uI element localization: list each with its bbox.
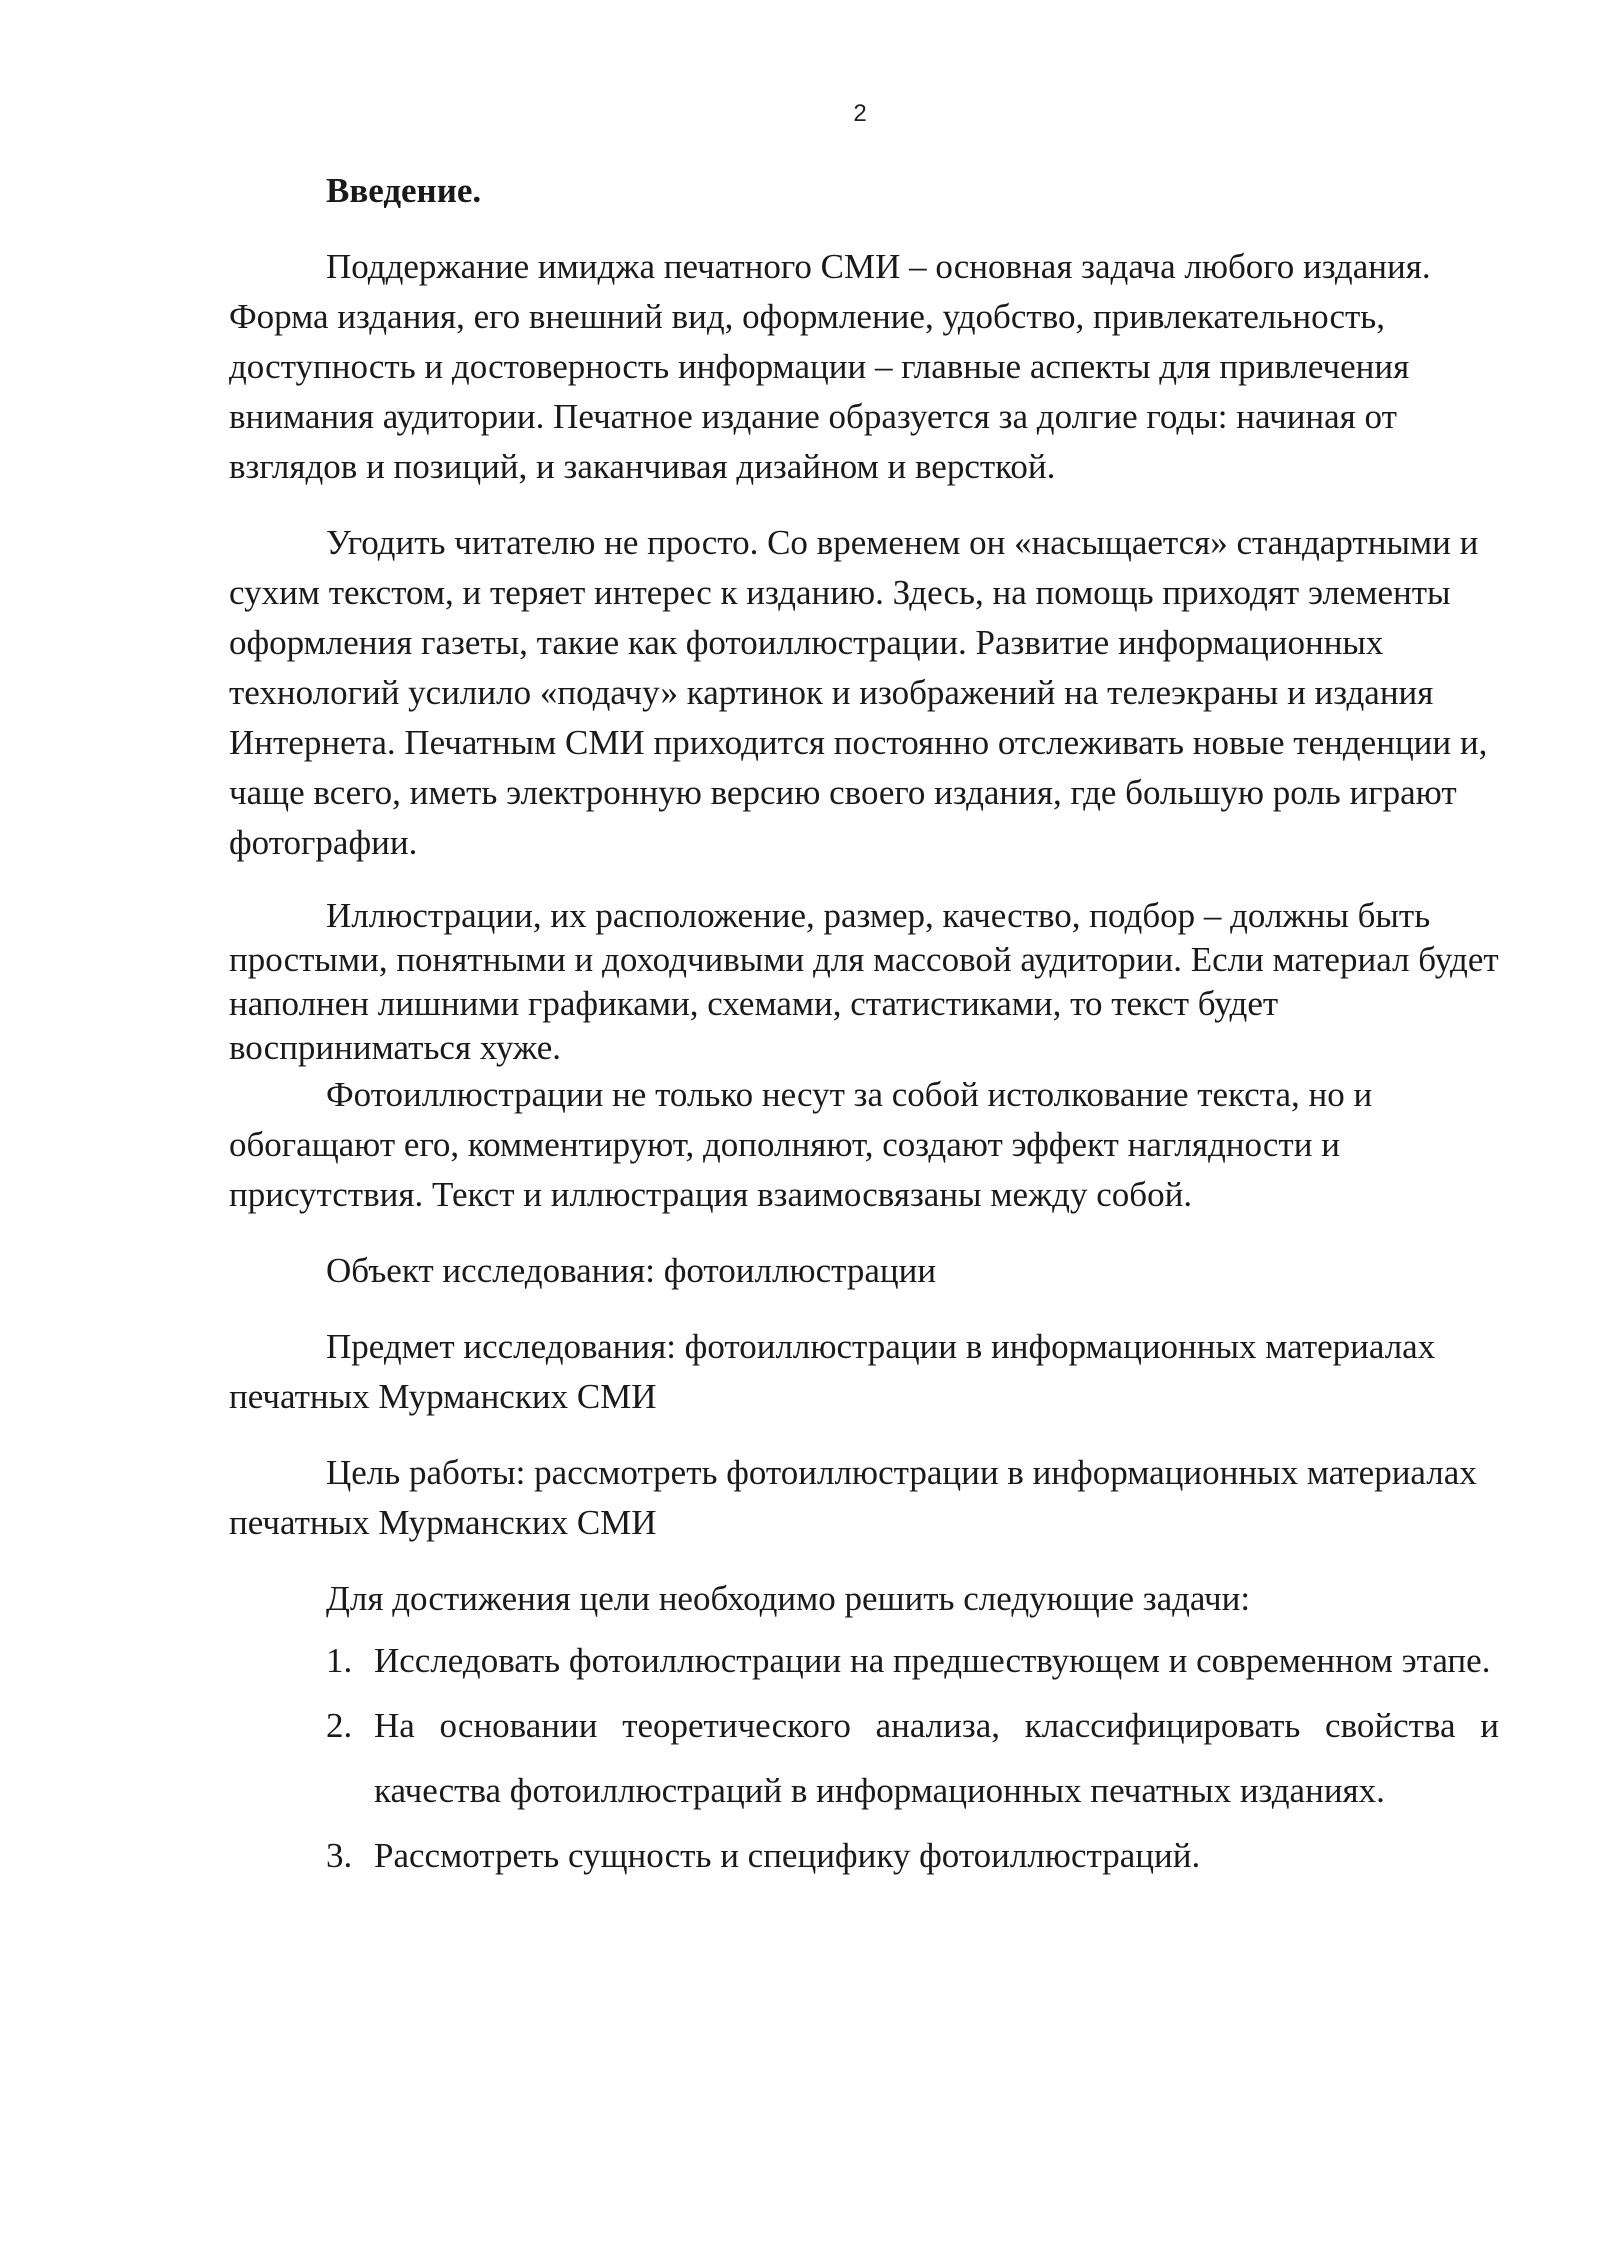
section-heading: Введение.	[326, 171, 482, 210]
paragraph-reader-interest: Угодить читателю не просто. Со временем он «насыщается» стандартными и сухим текстом, и теряет интерес к изданию. Здесь, на помощь приходят элементы оформления газеты, такие как фотоиллюстрации. Развитие информационных технологий усилило «подачу» картинок и изображений на телеэкраны и издания Интернета. Печатным СМИ приходится постоянно отслеживать новые тенденции и, чаще всего, иметь электронную версию своего издания, где большую роль играют фотографии.	[229, 523, 1488, 862]
paragraph-photo-role: Фотоиллюстрации не только несут за собой истолкование текста, но и обогащают его, комментируют, дополняют, создают эффект наглядности и присутствия. Текст и иллюстрация взаимосвязаны между собой.	[229, 1075, 1373, 1214]
tasks-list	[229, 1628, 1499, 1888]
page-number: 2	[853, 100, 867, 127]
paragraph-illustrations: Иллюстрации, их расположение, размер, качество, подбор – должны быть простыми, понятными и доходчивыми для массовой аудитории. Если материал будет наполнен лишними графиками, схемами, статистиками, то текст будет восприниматься хуже.	[229, 896, 1499, 1067]
paragraph-image-support: Поддержание имиджа печатного СМИ – основная задача любого издания. Форма издания, его внешний вид, оформление, удобство, привлекательность, доступность и достоверность информации – главные аспекты для привлечения внимания аудитории. Печатное издание образуется за долгие годы: начиная от взглядов и позиций, и заканчивая дизайном и версткой.	[229, 247, 1431, 486]
page-content	[229, 166, 1499, 1888]
list-item-text: Исследовать фотоиллюстрации на предшествующем и современном этапе.	[374, 1641, 1491, 1680]
paragraph-goal: Цель работы: рассмотреть фотоиллюстрации в информационных материалах печатных Мурманских СМИ	[229, 1453, 1477, 1542]
list-item-text: На основании теоретического анализа, классифицировать свойства и качества фотоиллюстраций в информационных печатных изданиях.	[374, 1706, 1499, 1810]
paragraph-research-object: Объект исследования: фотоиллюстрации	[326, 1251, 937, 1290]
paragraph-tasks-intro: Для достижения цели необходимо решить следующие задачи:	[326, 1579, 1251, 1618]
list-item-number: 3.	[326, 1836, 353, 1875]
paragraph-research-subject: Предмет исследования: фотоиллюстрации в информационных материалах печатных Мурманских СМИ	[229, 1327, 1436, 1416]
list-item-text: Рассмотреть сущность и специфику фотоиллюстраций.	[374, 1836, 1201, 1875]
list-item	[229, 1823, 1499, 1888]
list-item-number: 2.	[326, 1706, 353, 1745]
list-item-number: 1.	[326, 1641, 353, 1680]
list-item	[229, 1693, 1499, 1823]
list-item	[229, 1628, 1499, 1693]
